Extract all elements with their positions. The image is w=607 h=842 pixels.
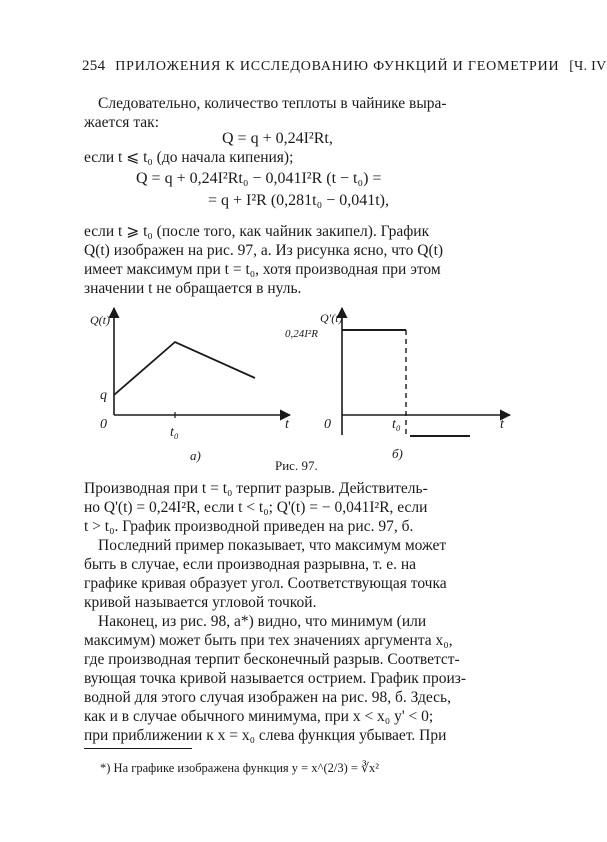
para2-line3: t > t₀. График производной приведен на рис. 97, б. [84, 518, 414, 535]
graph-b-origin: 0 [324, 417, 331, 432]
figure-97 [80, 300, 520, 465]
graph-b-xlabel: t [500, 417, 504, 432]
para2-line1: Производная при t = t₀ терпит разрыв. Действитель- [84, 480, 428, 497]
condition-2-line3: имеет максимум при t = t₀, хотя производная при этом [84, 261, 441, 278]
footnote: *) На графике изображена функция y = x^(2/3) = ∛x² [100, 761, 380, 775]
graph-a-q-label: q [100, 388, 107, 403]
graph-b-sublabel: б) [392, 446, 403, 461]
para2-line2: но Q'(t) = 0,24I²R, если t < t₀; Q'(t) = − 0,041I²R, если [84, 499, 428, 516]
running-header [82, 58, 607, 75]
para4-line4: вующая точка кривой называется острием. График произ- [84, 670, 467, 687]
para4-line2: максимум) может быть при тех значениях аргумента x₀, [84, 632, 453, 649]
para4-line1: Наконец, из рис. 98, а*) видно, что минимум (или [98, 613, 427, 630]
para3-line3: графике кривая образует угол. Соответствующая точка [84, 575, 447, 592]
para4-line3: где производная терпит бесконечный разрыв. Соответст- [84, 651, 460, 668]
para3-line1: Последний пример показывает, что максимум может [98, 537, 447, 554]
formula-2b: = q + I²R (0,281t₀ − 0,041t), [208, 192, 389, 209]
graph-b-t0-label: t₀ [392, 417, 401, 432]
graph-b [285, 308, 510, 461]
running-title: ПРИЛОЖЕНИЯ К ИССЛЕДОВАНИЮ ФУНКЦИЙ И ГЕОМЕТРИИ [115, 59, 560, 74]
para1-line2: жается так: [84, 114, 159, 131]
graph-a [90, 308, 290, 463]
footnote-separator [84, 748, 192, 749]
para4-line6: как и в случае обычного минимума, при x < x₀ y' < 0; [84, 708, 434, 725]
figure-caption: Рис. 97. [275, 458, 318, 473]
graph-a-sublabel: а) [190, 448, 201, 463]
graph-a-ylabel: Q(t) [90, 313, 110, 327]
page-number: 254 [82, 58, 106, 74]
condition-2-line4: значении t не обращается в нуль. [84, 280, 302, 297]
graph-a-xlabel: t [285, 417, 289, 432]
formula-2a: Q = q + 0,24I²Rt₀ − 0,041I²R (t − t₀) = [136, 170, 382, 187]
graph-a-curve [114, 342, 255, 395]
condition-1: если t ⩽ t₀ (до начала кипения); [84, 149, 294, 166]
para4-line7: при приближении к x = x₀ слева функция убывает. При [84, 727, 447, 744]
condition-2-line2: Q(t) изображен на рис. 97, а. Из рисунка ясно, что Q(t) [84, 242, 444, 259]
graph-b-ylabel: Q'(t) [320, 311, 343, 325]
para3-line2: быть в случае, если производная разрывна, т. е. на [84, 556, 417, 573]
graph-b-level-label: 0,24I²R [285, 328, 318, 340]
graph-a-t0-label: t₀ [170, 425, 179, 440]
chapter-mark: [Ч. IV [569, 59, 607, 74]
para4-line5: водной для этого случая изображен на рис. 98, б. Здесь, [84, 689, 451, 706]
formula-1: Q = q + 0,24I²Rt, [222, 130, 333, 147]
para3-line4: кривой называется угловой точкой. [84, 594, 317, 611]
graph-a-origin: 0 [100, 417, 107, 432]
para1-line1: Следовательно, количество теплоты в чайнике выра- [98, 95, 447, 112]
condition-2-line1: если t ⩾ t₀ (после того, как чайник закипел). График [84, 223, 430, 240]
